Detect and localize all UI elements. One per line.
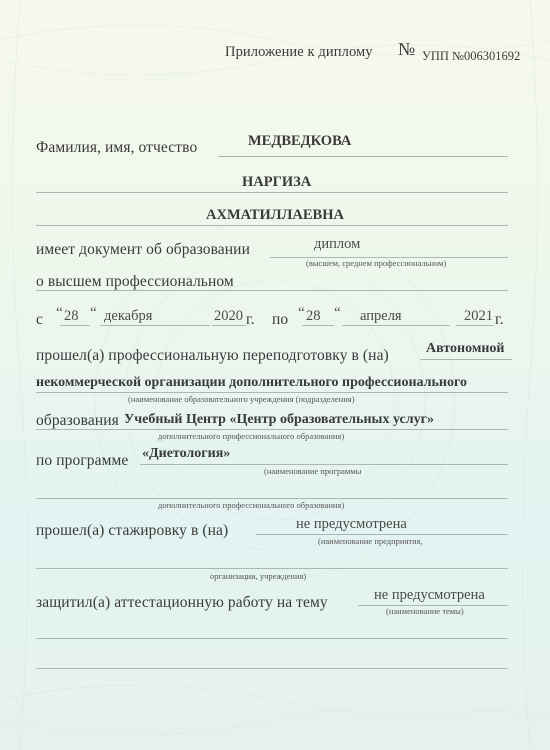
thesis-value: не предусмотрена [374, 587, 485, 603]
to-day-rule [302, 325, 334, 326]
to-year: 2021 [464, 308, 493, 324]
internship-value: не предусмотрена [296, 516, 407, 532]
first-name-rule [36, 192, 508, 193]
name-label: Фамилия, имя, отчество [36, 139, 198, 156]
internship-label: прошел(а) стажировку в (на) [36, 522, 229, 539]
to-open-quote: “ [298, 305, 305, 321]
retraining-label: прошел(а) профессиональную переподготовку в (на) [36, 347, 389, 364]
program-rule-2 [36, 498, 508, 499]
retraining-org-line1: Автономной [426, 341, 505, 356]
from-month: декабря [104, 308, 153, 324]
to-month: апреля [360, 308, 402, 324]
education-level-rule [36, 290, 508, 291]
patronymic-rule [36, 225, 508, 226]
education-caption: (высшем, среднем профессиональном) [306, 258, 447, 268]
to-day: 28 [306, 308, 321, 324]
internship-rule-2 [36, 568, 508, 569]
program-caption-2: дополнительного профессионального образования) [158, 500, 345, 510]
internship-caption-2: организации, учреждения) [210, 571, 307, 581]
program-rule-1 [140, 464, 508, 465]
from-year: 2020 [214, 308, 243, 324]
thesis-rule-2 [36, 638, 508, 639]
thesis-rule-3 [36, 668, 508, 669]
education-label: имеет документ об образовании [36, 241, 250, 258]
surname-value: МЕДВЕДКОВА [248, 133, 352, 149]
from-close-quote: “ [90, 305, 97, 321]
from-year-suffix: г. [246, 311, 255, 328]
internship-rule-1 [256, 534, 508, 535]
thesis-label: защитил(а) аттестационную работу на тему [36, 594, 328, 611]
document-number: УПП №006301692 [422, 49, 521, 63]
surname-rule [218, 156, 508, 157]
program-value: «Диетология» [142, 446, 231, 461]
first-name-value: НАРГИЗА [242, 174, 312, 190]
period-to-label: по [272, 311, 289, 328]
program-caption-1: (наименование программы [264, 466, 362, 476]
from-month-rule [100, 325, 210, 326]
from-day-rule [60, 325, 90, 326]
to-year-rule [456, 325, 494, 326]
education-value: диплом [314, 236, 361, 252]
to-year-suffix: г. [495, 311, 504, 328]
retraining-caption-2: дополнительного профессионального образования) [158, 431, 345, 441]
thesis-caption: (наименование темы) [386, 606, 464, 616]
to-month-rule [342, 325, 450, 326]
retraining-org-line2: некоммерческой организации дополнительного профессионального [36, 375, 467, 390]
period-from-label: с [36, 311, 43, 328]
number-sign: № [398, 39, 416, 59]
from-year-rule [212, 325, 246, 326]
to-close-quote: “ [334, 305, 341, 321]
retraining-rule-3 [36, 429, 508, 430]
education-level: о высшем профессиональном [36, 273, 234, 290]
retraining-caption-1: (наименование образовательного учреждения (подразделения) [128, 394, 355, 404]
internship-caption-1: (наименование предприятия, [318, 536, 423, 546]
patronymic-value: АХМАТИЛЛАЕВНА [206, 207, 344, 223]
program-label: по программе [36, 452, 129, 469]
retraining-org-line3: Учебный Центр «Центр образовательных услуг» [124, 412, 434, 427]
from-day: 28 [64, 308, 79, 324]
retraining-rule-2 [36, 392, 508, 393]
from-open-quote: “ [56, 305, 63, 321]
retraining-line3-label: образования [36, 412, 119, 429]
retraining-rule-1 [420, 359, 512, 360]
header-title: Приложение к диплому [225, 44, 373, 60]
